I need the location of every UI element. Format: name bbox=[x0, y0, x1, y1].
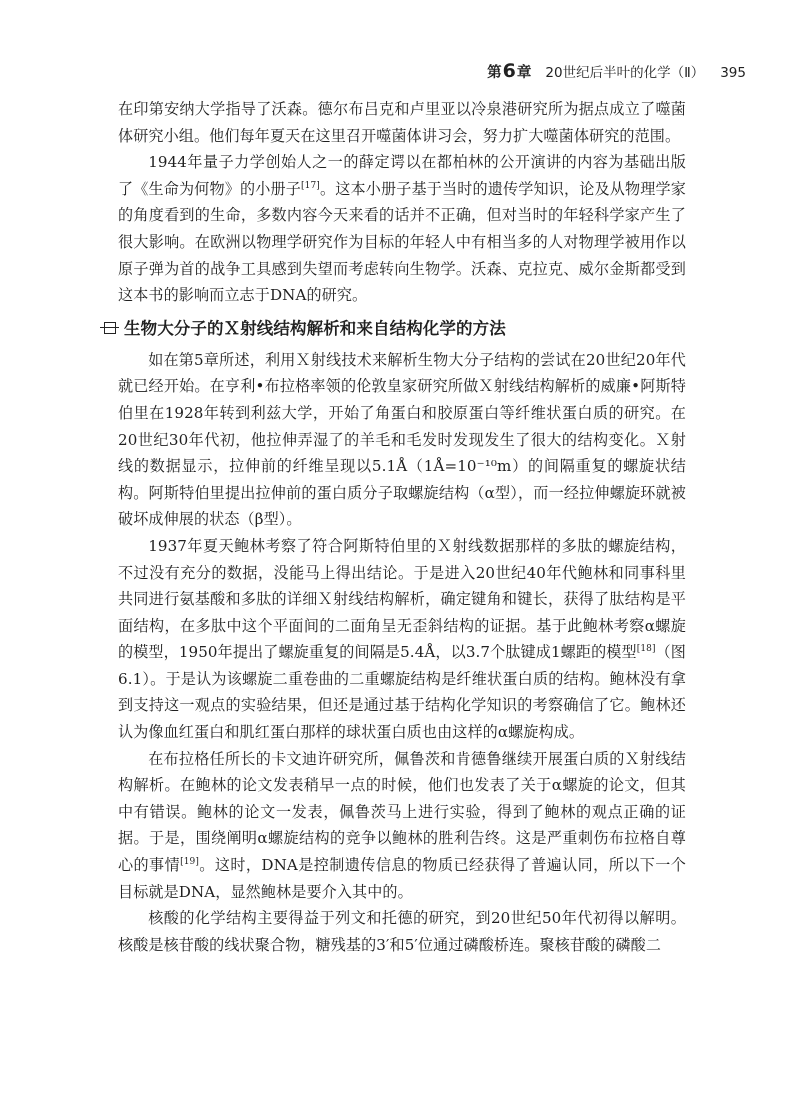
paragraph: 核酸的化学结构主要得益于列文和托德的研究，到20世纪50年代初得以解明。核酸是核苷酸的线状聚合物，糖残基的3′和5′位通过磷酸桥连。聚核苷酸的磷酸二 bbox=[118, 909, 686, 954]
paragraph: 1944年量子力学创始人之一的薛定谔以在都柏林的公开演讲的内容为基础出版了《生命为何物》的小册子[17]。这本小册子基于当时的遗传学知识，论及从物理学家的角度看到的生命，多数内容今天来看的话并不正确，但对当时的年轻科学家产生了很大影响。在欧洲以物理学研究作为目标的年轻人中有相当多的人对物理学被用作以原子弹为首的战争工具感到失望而考虑转向生物学。沃森、克拉克、威尔金斯都受到这本书的影响而立志于DNA的研究。 bbox=[118, 153, 687, 305]
chapter-title: 20世纪后半叶的化学（Ⅱ） bbox=[545, 65, 705, 81]
section-marker-icon bbox=[104, 322, 116, 334]
citation-ref[interactable]: [19] bbox=[180, 857, 199, 867]
paragraph: 如在第5章所述，利用Ｘ射线技术来解析生物大分子结构的尝试在20世纪20年代就已经开始。在亨利•布拉格率领的伦敦皇家研究所做Ｘ射线结构解析的威廉•阿斯特伯里在1928年转到利兹大学，开始了角蛋白和胶原蛋白等纤维状蛋白质的研究。在20世纪30年代初，他拉伸弄湿了的羊毛和毛发时发现发生了很大的结构变化。Ｘ射线的数据显示，拉伸前的纤维呈现以5.1Å（1Å=10⁻¹⁰m）的间隔重复的螺旋状结构。阿斯特伯里提出拉伸前的蛋白质分子取螺旋结构（α型），而一经拉伸螺旋环就被破坏成伸展的状态（β型）。 bbox=[118, 350, 686, 529]
citation-ref[interactable]: [17] bbox=[301, 180, 320, 191]
page-number: 395 bbox=[720, 65, 746, 81]
body-text bbox=[118, 96, 686, 958]
section-heading bbox=[118, 311, 686, 347]
running-header bbox=[487, 60, 746, 82]
citation-ref[interactable]: [18] bbox=[636, 644, 656, 655]
paragraph: 1937年夏天鲍林考察了符合阿斯特伯里的Ｘ射线数据那样的多肽的螺旋结构，不过没有充分的数据，没能马上得出结论。于是进入20世纪40年代鲍林和同事科里共同进行氨基酸和多肽的详细Ｘ射线结构解析，确定键角和键长，获得了肽结构是平面结构，在多肽中这个平面间的二面角呈无歪斜结构的证据。基于此鲍林考察α螺旋的模型，1950年提出了螺旋重复的间隔是5.4Å，以3.7个肽键成1螺距的模型[18]（图6.1）。于是认为该螺旋二重卷曲的二重螺旋结构是纤维状蛋白质的结构。鲍林没有拿到支持这一观点的实验结果，但还是通过基于结构化学知识的考察确信了它。鲍林还认为像血红蛋白和肌红蛋白那样的球状蛋白质也由这样的α螺旋构成。 bbox=[118, 536, 687, 742]
chapter-label: 第6章 bbox=[487, 60, 532, 82]
paragraph: 在印第安纳大学指导了沃森。德尔布吕克和卢里亚以冷泉港研究所为据点成立了噬菌体研究小组。他们每年夏天在这里召开噬菌体讲习会，努力扩大噬菌体研究的范围。 bbox=[118, 100, 686, 145]
paragraph: 在布拉格任所长的卡文迪许研究所，佩鲁茨和肯德鲁继续开展蛋白质的Ｘ射线结构解析。在鲍林的论文发表稍早一点的时候，他们也发表了关于α螺旋的论文，但其中有错误。鲍林的论文一发表，佩鲁茨马上进行实验，得到了鲍林的观点正确的证据。于是，围绕阐明α螺旋结构的竞争以鲍林的胜利告终。这是严重刺伤布拉格自尊心的事情[19]。这时，DNA是控制遗传信息的物质已经获得了普遍认同，所以下一个目标就是DNA，显然鲍林是要介入其中的。 bbox=[118, 749, 686, 901]
section-title: 生物大分子的Ｘ射线结构解析和来自结构化学的方法 bbox=[124, 318, 506, 338]
